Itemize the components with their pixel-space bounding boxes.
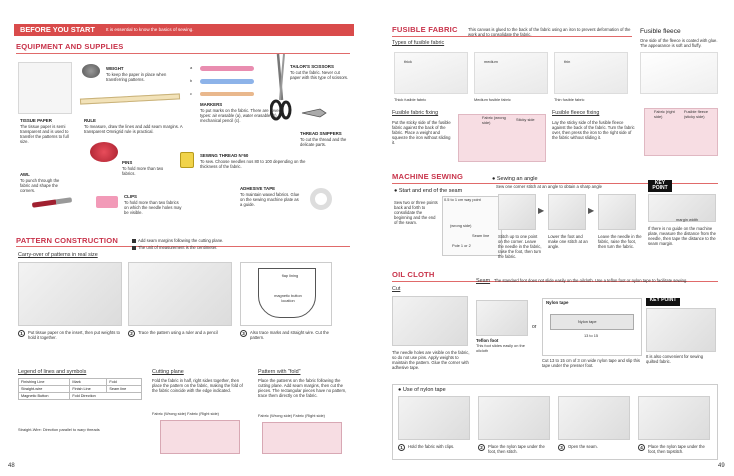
- thick-label: thick: [404, 59, 412, 64]
- angle-title-line: [492, 176, 538, 182]
- fusible-types-title: Types of fusible fabric: [392, 40, 445, 46]
- scissors-text: To cut the fabric. Never cut paper with this type of scissors.: [290, 70, 349, 81]
- fixing-text: Put the sticky side of the fusible fabric against the back of the fabric. Place a weight and squeeze the iron without sliding it.: [392, 120, 451, 146]
- awl-text: To punch through the fabric and shape the corners.: [20, 178, 60, 194]
- use-step-1: Hold the fabric with clips.: [408, 444, 455, 449]
- rule-image: [80, 93, 180, 104]
- legend-r1c1: Finishing Line: [19, 379, 70, 386]
- start-text: Sew two or three points back and forth to consolidate the beginning and the end of the seam.: [394, 200, 438, 226]
- marker-c-image: [200, 92, 254, 96]
- clips-text: To hold more than two fabrics on which the needle holes may be visible.: [124, 200, 182, 216]
- angle-step-1: Stitch up to one point on the corner. Leave the needle in the fabric, raise the foot, then turn the fabric.: [498, 234, 542, 260]
- use-step-1-number: 1: [398, 444, 405, 451]
- legend-r2c3: Seam line: [107, 386, 142, 393]
- margin-label: margin width: [676, 217, 699, 222]
- step3-number: 3: [240, 330, 247, 337]
- thread-text: To sew. Choose needles nos 80 to 100 depending on the thickness of the fabric.: [200, 159, 306, 170]
- use-nylon-title-line: [398, 387, 446, 393]
- machine-key-text: If there is no guide on the machine plate, measure the distance from the needle, then tape the distance to the seam margin.: [648, 226, 716, 247]
- fleece-label-2: Fusible fleece (sticky side): [684, 109, 709, 119]
- angle-photo-2: [548, 194, 586, 230]
- nylon-dim: 13 to 15: [584, 333, 599, 338]
- fleece-fix-title: Fusible fleece fixing: [552, 110, 600, 116]
- medium-label: medium: [484, 59, 498, 64]
- fixing-title: Fusible fabric fixing: [392, 110, 439, 116]
- pattern-title: PATTERN CONSTRUCTION: [16, 236, 119, 245]
- use-bullet-icon: ●: [398, 387, 402, 393]
- legend-r3c1: Magnetic Button: [19, 393, 70, 400]
- start-bullet-icon: ●: [394, 188, 398, 194]
- angle-text: Sew one corner stitch at an angle to obtain a sharp angle: [496, 184, 602, 189]
- scissors-title: TAILOR'S SCISSORS: [290, 64, 334, 69]
- fold-text: Place the patterns on the fabric following the cutting plane. Add seam margins, then cut the pieces. The rectangular pieces have no pattern, trace them directly on the fabric.: [258, 378, 347, 399]
- teflon-text: This foot slides easily on the oilcloth: [476, 343, 525, 353]
- magnetic-label: magnetic button location: [274, 293, 302, 303]
- weight-title: WEIGHT: [106, 66, 124, 71]
- machine-title: MACHINE SEWING: [392, 172, 464, 181]
- left-page-number: 48: [8, 463, 15, 469]
- angle-photo-3: [598, 194, 636, 230]
- fleece-label-1: Fabric (right side): [654, 109, 675, 119]
- pattern-note2: The unit of measurement is the centimeter.: [138, 245, 218, 250]
- fusible-intro: This canvas is glued to the back of the fabric using an iron to prevent deformation of the work and to consolidate the fabric.: [468, 27, 631, 38]
- marker-a-label: a: [190, 65, 193, 70]
- nylon-title: Nylon tape: [546, 300, 569, 305]
- medium-caption: Medium fusible fabric: [474, 97, 511, 102]
- cut-text: The needle holes are visible on the fabric, so do not use pins. Apply weights to maintain the pattern. Glue the corner with adhesive tape.: [392, 350, 470, 371]
- use-photo-3: [558, 396, 630, 440]
- machine-key-point: KEY POINT: [648, 180, 672, 192]
- step3-text: Also trace marks and straight wire. Cut the pattern.: [250, 330, 329, 341]
- legend-r2c2: Finish Line: [70, 386, 107, 393]
- markers-title: MARKERS: [200, 102, 223, 107]
- start-pt-a: 0.5 to 1 cm way point: [444, 197, 481, 202]
- weight-image: [82, 64, 100, 78]
- thread-title: SEWING THREAD N°60: [200, 153, 249, 158]
- flap-label: flap lining: [281, 273, 299, 278]
- step1-number: 1: [18, 330, 25, 337]
- cutting-title: Cutting plane: [152, 369, 184, 375]
- seam-title: Seam: [476, 278, 491, 284]
- seam-text: The standard foot does not slide easily on the oilcloth. Use a teflon foot or nylon tape to facilitate sewing.: [494, 278, 688, 283]
- use-step-4: Place the nylon tape under the foot, then topstitch.: [648, 444, 705, 455]
- legend-r1c2: Mark: [70, 379, 107, 386]
- teflon-title: Teflon foot: [476, 338, 499, 343]
- snippers-title: THREAD SNIPPERS: [300, 131, 342, 136]
- cutting-label: Fabric (Wrong side) Fabric (Right side): [152, 411, 219, 416]
- tissue-paper-image: [18, 62, 72, 114]
- fold-label: Fabric (Wrong side) Fabric (Right side): [258, 413, 325, 418]
- awl-image: [32, 197, 72, 208]
- step2-number: 2: [128, 330, 135, 337]
- awl-title: AWL: [20, 172, 30, 177]
- clips-image: [96, 196, 118, 208]
- angle-step-2: Lower the foot and make one stitch at an angle.: [548, 234, 588, 250]
- carry-over-title: Carry-over of patterns in real size: [18, 252, 98, 258]
- use-photo-1: [398, 396, 470, 440]
- scissors-icon: [270, 52, 292, 122]
- legend-title: Legend of lines and symbols: [18, 369, 87, 375]
- legend-footnote: Straight-Wire: Direction parallel to warp threads: [18, 427, 100, 432]
- start-title: Start and end of the seam: [398, 188, 463, 194]
- right-page: [372, 0, 734, 476]
- use-step-2: Place the nylon tape under the foot, then stitch.: [488, 444, 545, 455]
- marker-a-image: [200, 66, 254, 71]
- pattern-note1: Add seam margins following the cutting plane.: [138, 238, 224, 243]
- note-square-icon-2: [132, 246, 136, 250]
- thin-label: thin: [564, 59, 571, 64]
- marker-b-image: [200, 79, 254, 84]
- fleece-title: Fusible fleece: [640, 28, 681, 35]
- step2-photo: [128, 262, 232, 326]
- fold-diagram: [262, 422, 342, 454]
- note-square-icon: [132, 239, 136, 243]
- fleece-fix-text: Lay the sticky side of the fusible fleece against the back of the fabric. Turn the fabric over, then press the iron to the right side of the fabric without sliding it.: [552, 120, 635, 141]
- step2-text: Trace the pattern using a ruler and a pencil: [138, 330, 218, 335]
- start-pt-b: (wrong side): [450, 223, 472, 228]
- clips-title: CLIPS: [124, 194, 137, 199]
- rule-title: RULE: [84, 118, 96, 123]
- cutting-text: Fold the fabric in half, right sides together, then place the pattern on the fabric, making the fold of the fabric coincide with the edge indicated.: [152, 378, 243, 394]
- fleece-swatch: [640, 52, 718, 94]
- legend-r1c3: Fold: [107, 379, 142, 386]
- snippers-text: To cut the thread and the delicate parts.: [300, 137, 347, 148]
- use-nylon-title: Use of nylon tape: [402, 387, 446, 393]
- thin-caption: Thin fusible fabric: [554, 97, 585, 102]
- legend-r2c1: Straight-wire: [19, 386, 70, 393]
- angle-photo-1: [498, 194, 536, 230]
- nylon-label: Nylon tape: [578, 319, 597, 324]
- use-step-3: Open the seam.: [568, 444, 598, 449]
- legend-table: [18, 378, 142, 400]
- angle-step-3: Leave the needle in the fabric, raise the foot, then turn the fabric.: [598, 234, 642, 250]
- step1-photo: [18, 262, 122, 326]
- use-step-4-number: 4: [638, 444, 645, 451]
- start-title-line: [394, 188, 462, 194]
- fusible-title: FUSIBLE FABRIC: [392, 25, 458, 34]
- oilcloth-title: OIL CLOTH: [392, 270, 435, 279]
- use-photo-4: [638, 396, 710, 440]
- step1-text: Put tissue paper on the insert, then put weights to hold it together.: [28, 330, 120, 341]
- thread-image: [180, 152, 194, 168]
- pins-image: [90, 142, 118, 162]
- use-photo-2: [478, 396, 550, 440]
- tape-title: ADHESIVE TAPE: [240, 186, 276, 191]
- nylon-text: Cut 13 to 15 cm of 3 cm wide nylon tape and slip this tape under the presser foot.: [542, 358, 640, 369]
- pins-title: PINS: [122, 160, 133, 165]
- angle-title: Sewing an angle: [496, 176, 538, 182]
- cut-title: Cut: [392, 286, 401, 292]
- tape-image: [310, 188, 332, 210]
- equipment-rule: [16, 53, 350, 54]
- fixing-label-2: Sticky side: [516, 117, 535, 122]
- arrow-icon-1: ▶: [538, 206, 545, 215]
- right-page-number: 49: [718, 463, 725, 469]
- pins-text: To hold more than two fabrics.: [122, 166, 164, 177]
- or-label: or: [532, 324, 537, 330]
- start-pt-c: Seam line: [472, 233, 490, 238]
- weight-text: To keep the paper in place when transferring patterns.: [106, 72, 167, 83]
- use-step-3-number: 3: [558, 444, 565, 451]
- rule-text: To measure, draw the lines and add seam margins. A transparent Omnigrid rule is practical.: [84, 124, 183, 135]
- left-page: [0, 0, 362, 476]
- tape-text: To maintain waxed fabrics. Glue on the sewing machine plate as a guide.: [240, 192, 300, 208]
- teflon-photo: [476, 300, 528, 336]
- equipment-title: EQUIPMENT AND SUPPLIES: [16, 42, 124, 51]
- oilcloth-key-point: KEY POINT: [646, 298, 680, 306]
- header-subtitle: It is essential to know the basics of sewing.: [106, 27, 194, 32]
- fleece-text: One side of the fleece is coated with glue. The appearance is soft and fluffy.: [640, 38, 718, 49]
- cutting-diagram: [160, 420, 240, 454]
- marker-c-label: c: [190, 91, 192, 96]
- markers-text: To put marks on the fabric. There are several types: air erasable (a), water erasable (b), mechanical pencil (c).: [200, 108, 284, 124]
- header-title: BEFORE YOU START: [20, 25, 95, 34]
- start-pt-d: Pole 1 or 2: [452, 243, 471, 248]
- snippers-icon: [300, 106, 328, 120]
- arrow-icon-2: ▶: [588, 206, 595, 215]
- fixing-label-1: Fabric (wrong side): [482, 115, 506, 125]
- tissue-text: The tissue paper is semi transparent and is used to transfer the patterns to full size.: [20, 124, 69, 145]
- angle-bullet-icon: ●: [492, 176, 496, 182]
- marker-b-label: b: [190, 78, 193, 83]
- quilted-photo: [646, 308, 716, 352]
- oilcloth-key-text: It is also convenient for sewing quilted fabric.: [646, 354, 704, 365]
- fold-title: Pattern with "fold": [258, 369, 301, 375]
- legend-r3c2: Fold Direction: [70, 393, 142, 400]
- thick-caption: Thick fusible fabric: [394, 97, 427, 102]
- tissue-title: TISSUE PAPER: [20, 118, 52, 123]
- cut-photo: [392, 296, 468, 346]
- use-step-2-number: 2: [478, 444, 485, 451]
